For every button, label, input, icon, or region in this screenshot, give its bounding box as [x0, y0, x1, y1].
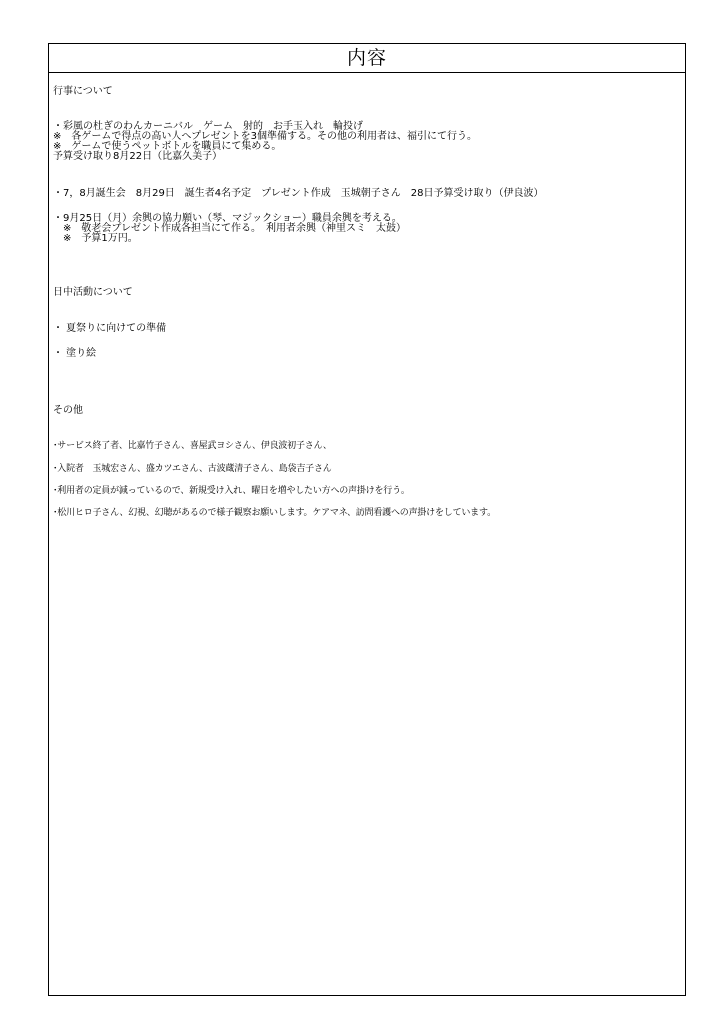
- carnival-line-2: ※ 各ゲームで得点の高い人へプレゼントを3個準備する。その他の利用者は、福引にて行う。: [53, 131, 478, 142]
- other-line-1: ･サービス終了者、比嘉竹子さん、喜屋武ヨシさん、伊良波初子さん、: [53, 441, 332, 451]
- daytime-item-1: ・ 夏祭りに向けての準備: [53, 323, 167, 334]
- other-heading: その他: [53, 405, 83, 416]
- birthday-line: ・7，8月誕生会 8月29日 誕生者4名予定 プレゼント作成 玉城朝子さん 28日予算受け取り（伊良波）: [53, 188, 544, 199]
- daytime-heading: 日中活動について: [53, 287, 133, 298]
- carnival-line-1: ・彩風の杜ぎのわんカーニバル ゲーム 射的 お手玉入れ 輪投げ: [53, 121, 363, 132]
- carnival-line-4: 予算受け取り8月22日（比嘉久美子）: [53, 151, 223, 162]
- other-line-2: ･入院者 玉城宏さん、盛カツエさん、古波蔵清子さん、島袋吉子さん: [53, 464, 332, 474]
- content-table: [48, 43, 686, 996]
- keiro-line-2: ※ 敬老会プレゼント作成各担当にて作る。 利用者余興（神里スミ 太鼓）: [53, 223, 406, 234]
- table-title: 内容: [49, 44, 685, 73]
- other-line-3: ･利用者の定員が減っているので、新規受け入れ、曜日を増やしたい方への声掛けを行う。: [53, 486, 410, 496]
- keiro-line-1: ・9月25日（月）余興の協力願い（琴、マジックショー）職員余興を考える。: [53, 213, 402, 224]
- keiro-line-3: ※ 予算1万円。: [53, 233, 138, 244]
- events-heading: 行事について: [53, 86, 113, 97]
- other-line-4: ･松川ヒロ子さん、幻視、幻聴があるので様子観察お願いします。ケアマネ、訪問看護への声掛けをしています。: [53, 508, 496, 518]
- content-body: [49, 73, 685, 995]
- daytime-item-2: ・ 塗り絵: [53, 348, 97, 359]
- carnival-line-3: ※ ゲームで使うペットボトルを職員にて集める。: [53, 141, 282, 152]
